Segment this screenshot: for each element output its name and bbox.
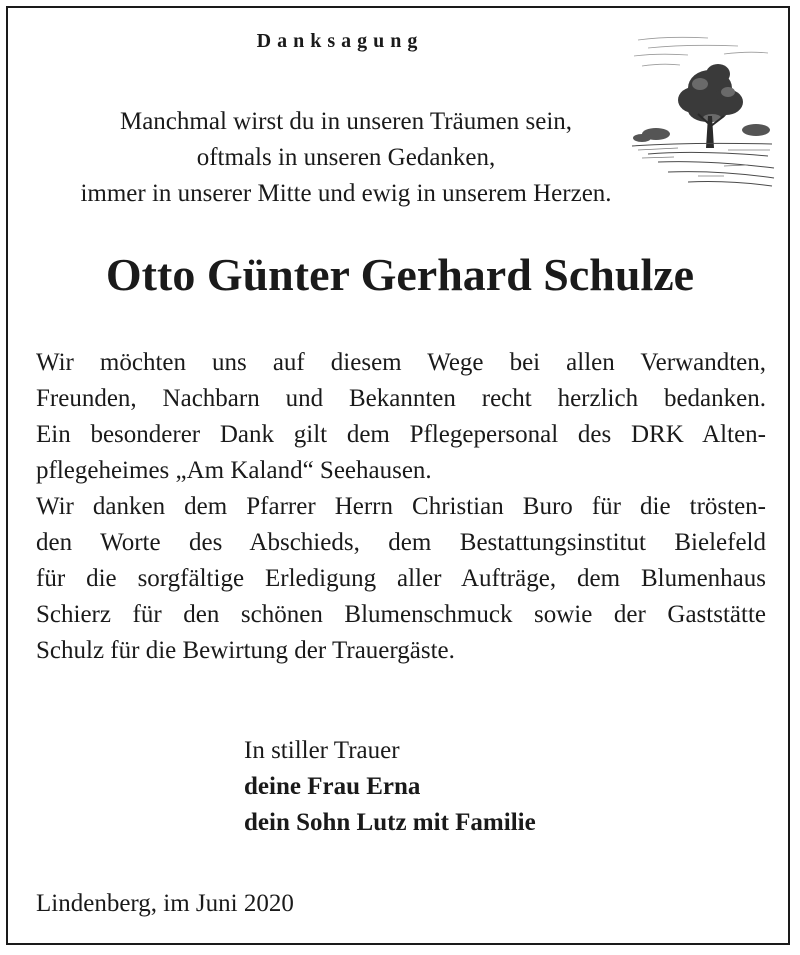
text-line: Schierz für den schönen Blumenschmuck sowie der Gaststätte: [36, 601, 766, 628]
verse-line: immer in unserer Mitte und ewig in unserem Herzen.: [80, 180, 612, 207]
verse-block: [0, 104, 692, 212]
verse-line: oftmals in unseren Gedanken,: [196, 144, 496, 171]
mourning-intro: In stiller Trauer: [244, 737, 400, 764]
verse-line: Manchmal wirst du in unseren Träumen sein,: [119, 108, 573, 135]
tree-illustration: [628, 26, 776, 194]
text-line: Freunden, Nachbarn und Bekannten recht herzlich bedanken.: [36, 385, 766, 412]
text-line: für die sorgfältige Erledigung aller Aufträge, dem Blumenhaus: [36, 565, 766, 592]
place-date: Lindenberg, im Juni 2020: [36, 890, 294, 917]
text-line: pflegeheimes „Am Kaland“ Seehausen.: [36, 457, 432, 484]
mourner-name: deine Frau Erna: [244, 773, 421, 800]
text-line: Wir möchten uns auf diesem Wege bei allen Verwandten,: [36, 349, 766, 376]
text-line: Schulz für die Bewirtung der Trauergäste.: [36, 637, 455, 664]
text-line: Ein besonderer Dank gilt dem Pflegepersonal des DRK Alten-: [36, 421, 766, 448]
deceased-name: Otto Günter Gerhard Schulze: [105, 249, 695, 300]
mourner-name: dein Sohn Lutz mit Familie: [244, 809, 536, 836]
text-line: Wir danken dem Pfarrer Herrn Christian Buro für die trösten-: [36, 493, 766, 520]
signature-block: [244, 733, 536, 841]
text-line: den Worte des Abschieds, dem Bestattungsinstitut Bielefeld: [36, 529, 766, 556]
notice-heading: Danksagung: [256, 30, 424, 52]
thank-you-text: [36, 345, 766, 669]
